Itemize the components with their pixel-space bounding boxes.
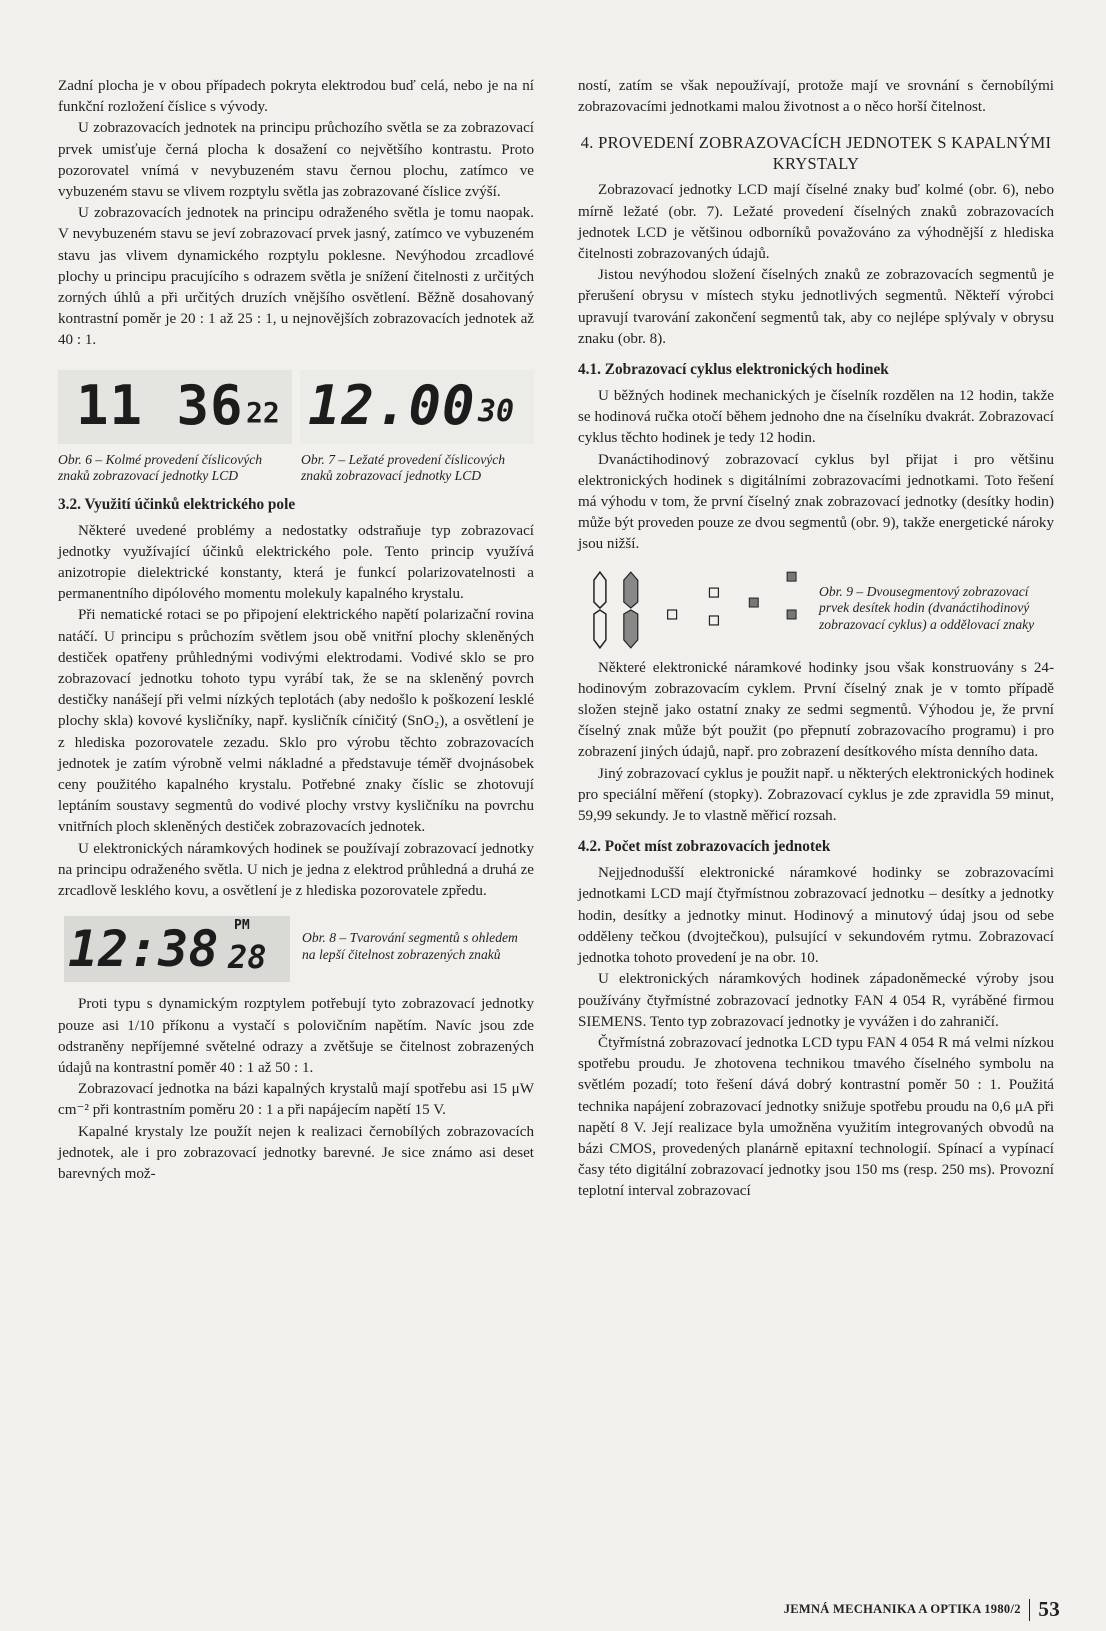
section-heading-4: 4. PROVEDENÍ ZOBRAZOVACÍCH JEDNOTEK S KAPALNÝMI KRYSTALY bbox=[580, 133, 1052, 174]
two-segment-diagram bbox=[584, 570, 809, 650]
segment-filled-lower bbox=[624, 610, 638, 648]
paragraph: U zobrazovacích jednotek na principu průchozího světla se za zobrazovací prvek umisťuje černá plocha k dosažení co největšího kontrastu. Proto pozorovatel vnímá v nevybuzeném stavu černou plochu, zatímco ve vybuzeném stavu se vlivem rozptylu světla jas zobrazované číslice zvýší. bbox=[58, 120, 534, 201]
paragraph: Zadní plocha je v obou případech pokryta elektrodou buď celá, nebo je na ní funkční rozložení číslice s vývody. bbox=[58, 78, 534, 116]
page-number: 53 bbox=[1038, 1597, 1060, 1621]
figure-9-caption: Obr. 9 – Dvousegmentový zobrazovací prvek desítek hodin (dvanáctihodinový zobrazovací cyklus) a oddělovací znaky bbox=[819, 583, 1035, 632]
lcd-digits: 12:38 bbox=[68, 920, 219, 979]
lcd-digits: 11 36 bbox=[76, 373, 244, 437]
lcd-seconds: 22 bbox=[246, 395, 280, 429]
footer-divider bbox=[1029, 1599, 1031, 1621]
lcd-seconds: 28 bbox=[228, 938, 267, 977]
paragraph: Jistou nevýhodou složení číselných znaků ze zobrazovacích segmentů je přerušení obrysu v místech styku jednotlivých segmentů. Někteří výrobci upravují tvarování zakončení segmentů tak, aby co nejlépe splývaly v obrysu znaku (obr. 8). bbox=[578, 267, 1054, 347]
section-heading-4-2: 4.2. Počet míst zobrazovacích jednotek bbox=[578, 838, 831, 856]
page-footer bbox=[700, 1597, 1060, 1622]
paragraph: U elektronických náramkových hodinek se používají zobrazovací jednotky na principu odraženého světla. U nich je jedna z elektrod průhledná a druhá ze zrcadlově lesklého kovu, a osvětlení je z hlediska pozorovatele zpředu. bbox=[58, 840, 534, 900]
section-heading-4-1: 4.1. Zobrazovací cyklus elektronických hodinek bbox=[578, 361, 889, 379]
pm-indicator: PM bbox=[234, 918, 250, 934]
figure-7-caption: Obr. 7 – Ležaté provedení číslicových znaků zobrazovací jednotky LCD bbox=[301, 451, 506, 484]
paragraph: Při nematické rotaci se po připojení elektrického napětí polarizační rovina natáčí. U principu s průchozím světlem jsou obě vnitřní plochy skleněných destiček opatřeny průhlednými vodivými elektrodami. Vodivé sklo se pro zobrazovací jednotku tohoto typu vyrábí tak, že se na skleněný povrch destičky nanášejí při velmi nízkých teplotách (aby nedošlo k poškození lesklé plochy skla) kovové kysličníky, např. kysličník cíničitý (SnO₂), a osvětlení je z hlediska pozorovatele zezadu. Sklo pro výrobu těchto zobrazovacích jednotek je zatím výrobně velmi nákladné a představuje téměř dvojnásobek ceny použitého kapalného krystalu. Potřebné znaky číslic se zhotovují leptáním soustavy segmentů do vodivé plochy vrstvy kysličníku na povrchu vnitřních ploch skleněných destiček zobrazovacích jednotek. bbox=[58, 607, 534, 836]
figures-6-7 bbox=[58, 370, 534, 444]
lcd-figure-7 bbox=[300, 370, 534, 444]
colon-dot-filled bbox=[787, 572, 796, 581]
colon-dot-filled bbox=[787, 610, 796, 619]
paragraph: Proti typu s dynamickým rozptylem potřebují tyto zobrazovací jednotky pouze asi 1/10 příkonu a vystačí s polovičním napětím. Navíc jsou zde odstraněny nepříjemné světelné odrazy a zvětšuje se čitelnost zobrazených údajů na kontrastní poměr 40 : 1 až 50 : 1. bbox=[58, 996, 534, 1076]
paragraph: Jiný zobrazovací cyklus je použit např. u některých elektronických hodinek pro speciální měření (stopky). Zobrazovací cyklus je zde zpravidla 59 minut, 59,99 sekundy. Je to vlastně měřicí rozsah. bbox=[578, 765, 1055, 825]
segment-outline-upper bbox=[594, 572, 606, 608]
captions-6-7 bbox=[58, 452, 534, 485]
colon-dot-filled bbox=[749, 598, 758, 607]
left-column bbox=[58, 76, 534, 1185]
paragraph: ností, zatím se však nepoužívají, protože mají ve srovnání s černobílými zobrazovacími jednotkami malou životnost a o něco horší čitelnost. bbox=[578, 78, 1054, 116]
colon-dot-outline bbox=[709, 588, 718, 597]
figure-8-caption: Obr. 8 – Tvarování segmentů s ohledem na lepší čitelnost zobrazených znaků bbox=[302, 930, 518, 962]
section-heading-3-2: 3.2. Využití účinků elektrického pole bbox=[58, 495, 296, 513]
paragraph: U běžných hodinek mechanických je číselník rozdělen na 12 hodin, takže se hodinová ručka otočí během jednoho dne na číselníku dvakrát. Zobrazovací cyklus těchto hodinek je tedy 12 hodin. bbox=[578, 388, 1054, 447]
figure-8 bbox=[64, 916, 534, 982]
lcd-seconds: 30 bbox=[478, 393, 515, 429]
lcd-digits: 12.00 bbox=[308, 373, 476, 437]
journal-name: JEMNÁ MECHANIKA A OPTIKA 1980/2 bbox=[783, 1602, 1021, 1616]
paragraph: Čtyřmístná zobrazovací jednotka LCD typu FAN 4 054 R má velmi nízkou spotřebu proudu. Je zhotovena technikou tmavého číselného symbolu na světlém pozadí; toto řešení dává dobrý kontrastní poměr 50 : 1. Použitá technika napájení zobrazovací jednotky snižuje spotřebu proudu na 0,6 μA při napětí 8 V. Její realizace byla umožněna využitím integrovaných obvodů na bázi CMOS, provedených planárně epitaxní technologií. Spínací a vypínací časy této digitální zobrazovací jednotky jsou 150 ms (resp. 250 ms). Provozní teplotní interval zobrazovací bbox=[578, 1034, 1054, 1200]
figure-9 bbox=[584, 570, 1054, 650]
paragraph: Nejjednodušší elektronické náramkové hodinky se zobrazovacími jednotkami LCD mají čtyřmístnou zobrazovací jednotku – desítky a jednotky hodin, desítky a jednotky minut. Hodinový a minutový údaj jsou od sebe odděleny tečkou (dvojtečkou), pulsující v sekundovém rytmu. Zobrazovací jednotka tohoto provedení je na obr. 10. bbox=[578, 865, 1054, 967]
colon-dot-outline bbox=[709, 616, 718, 625]
paragraph: Některé elektronické náramkové hodinky jsou však konstruovány s 24-hodinovým zobrazovacím cyklem. První číselný znak je v tomto případě složen stejně jako ostatní znaky ze sedmi segmentů. Výhodou je, že první číselný znak může být použit (po přepnutí zobrazovacího programu) i pro zobrazení jiných údajů, např. pro zobrazení desítkového místa denního data. bbox=[578, 659, 1054, 761]
lcd-figure-8 bbox=[64, 916, 290, 982]
right-column bbox=[578, 76, 1054, 1203]
lcd-figure-6 bbox=[58, 370, 292, 444]
colon-dot-outline bbox=[668, 610, 677, 619]
segment-outline-lower bbox=[594, 610, 606, 648]
paragraph: Dvanáctihodinový zobrazovací cyklus byl přijat i pro většinu elektronických hodinek s digitálními zobrazovacími jednotkami. Toto řešení má výhodu v tom, že první číselný znak zobrazovací jednotky (desítky hodin) může být proveden pouze ze dvou segmentů (obr. 9), takže energetické nároky jsou nižší. bbox=[578, 451, 1054, 553]
figure-6-caption: Obr. 6 – Kolmé provedení číslicových znaků zobrazovací jednotky LCD bbox=[58, 451, 263, 484]
paragraph: U zobrazovacích jednotek na principu odraženého světla je tomu naopak. V nevybuzeném stavu se jeví zobrazovací prvek jasný, zatímco ve vybuzeném stavu jas vlivem dynamického rozptylu poklesne. Nevýhodou zrcadlové plochy u principu pracujícího s odrazem světla je snížení čitelnosti z určitých zorných úhlů a při určitých druzích vnějšího osvětlení. Běžně dosahovaný kontrastní poměr je 20 : 1 až 25 : 1, u nejnovějších zobrazovacích jednotek až 40 : 1. bbox=[58, 205, 534, 349]
paragraph: Kapalné krystaly lze použít nejen k realizaci černobílých zobrazovacích jednotek, ale i pro zobrazovací jednotky barevné. Je sice známo asi deset barevných mož- bbox=[58, 1123, 534, 1182]
paragraph: Některé uvedené problémy a nedostatky odstraňuje typ zobrazovací jednotky využívající účinků elektrického pole. Tento princip využívá anizotropie dielektrické konstanty, která je funkcí polarizovatelnosti a permanentního dipólového momentu molekuly kapalného krystalu. bbox=[58, 522, 534, 603]
paragraph: U elektronických náramkových hodinek západoněmecké výroby jsou používány čtyřmístné zobrazovací jednotky FAN 4 054 R, vyráběné firmou SIEMENS. Tento typ zobrazovací jednotky je vyvážen i do zahraničí. bbox=[578, 971, 1054, 1030]
paragraph: Zobrazovací jednotka na bázi kapalných krystalů mají spotřebu asi 15 μW cm⁻² při kontrastním poměru 20 : 1 a při napájecím napětí 15 V. bbox=[58, 1081, 534, 1119]
paragraph: Zobrazovací jednotky LCD mají číselné znaky buď kolmé (obr. 6), nebo mírně ležaté (obr. 7). Ležaté provedení číselných znaků zobrazovacích jednotek LCD je většinou odborníků považováno za výhodnější z hlediska čitelnosti zobrazovaných údajů. bbox=[578, 182, 1054, 263]
segment-filled-upper bbox=[624, 572, 638, 608]
